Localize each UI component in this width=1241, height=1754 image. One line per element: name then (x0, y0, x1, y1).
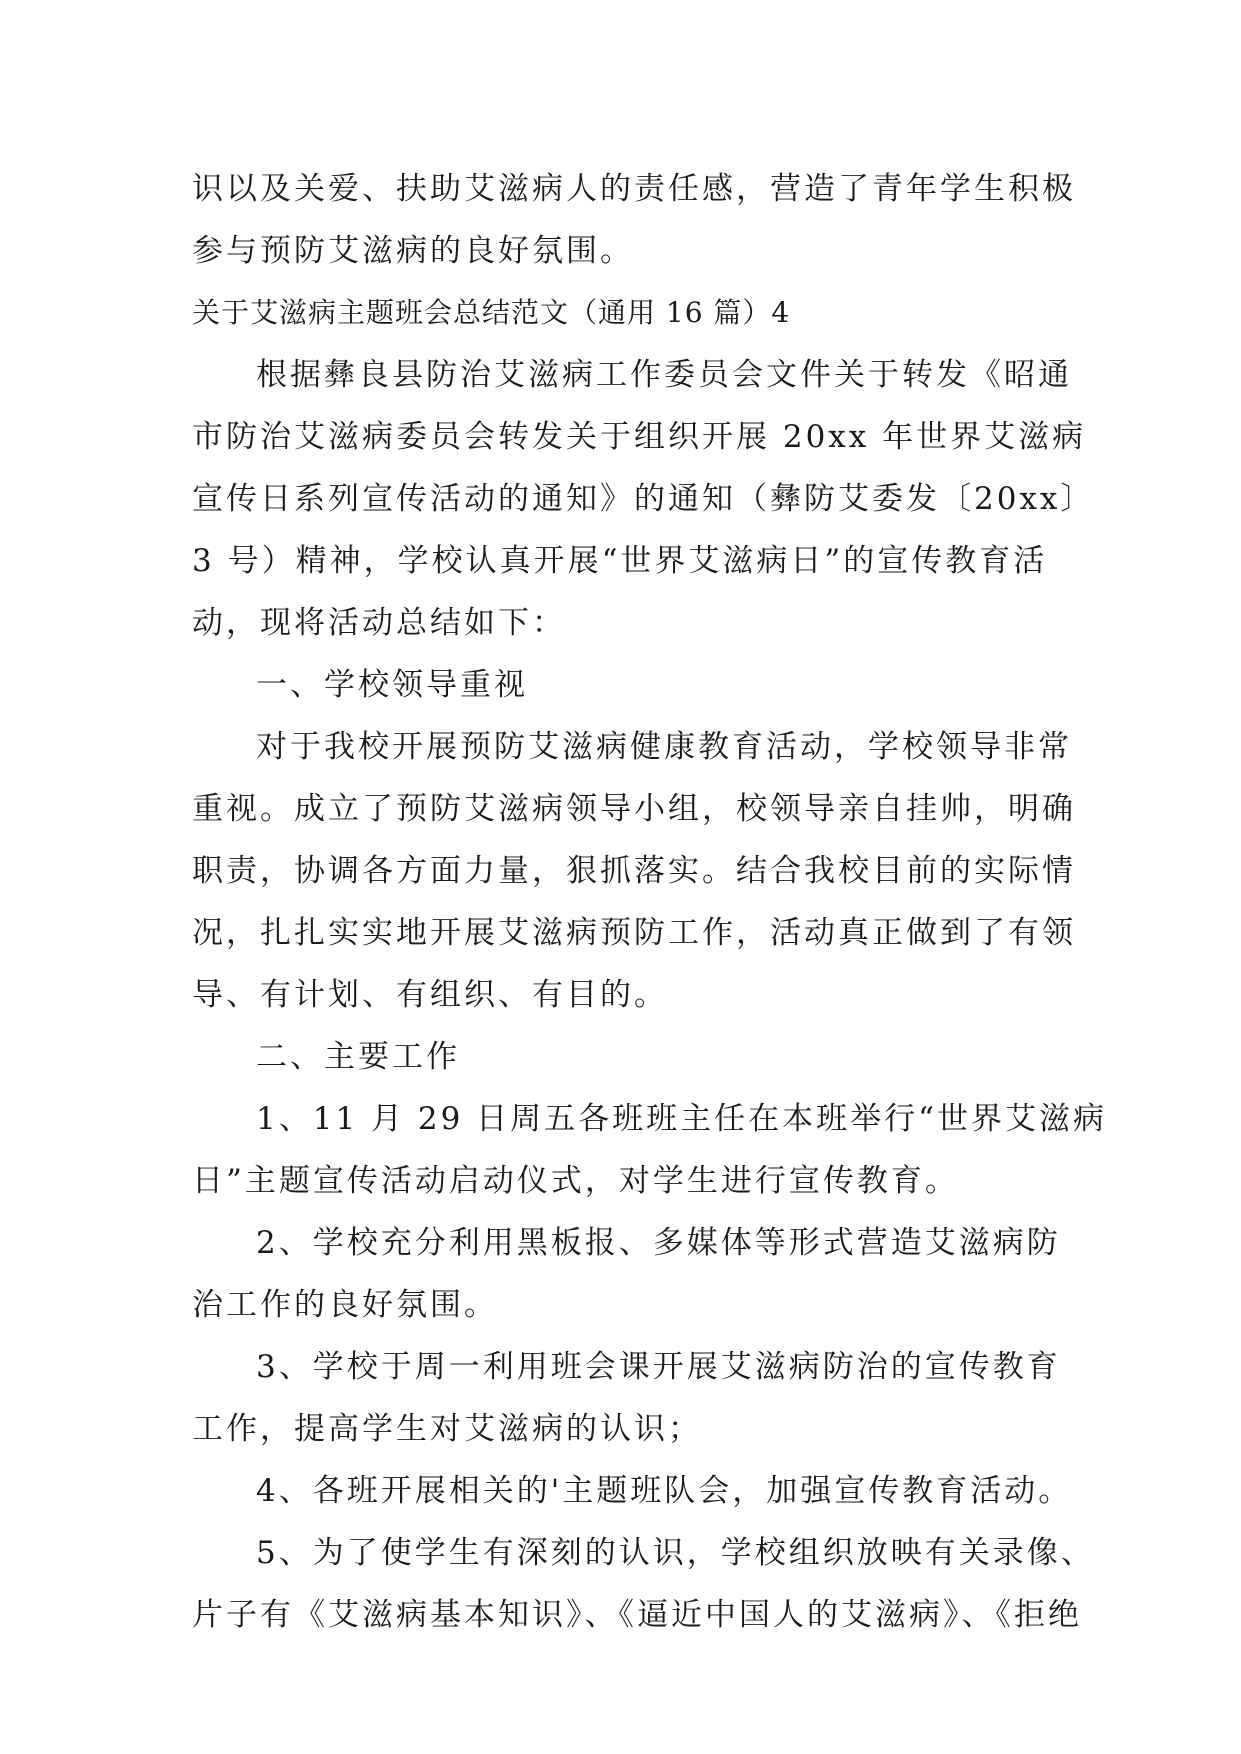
text-line: 治工作的良好氛围。 (192, 1287, 498, 1323)
text-line: 1、11 月 29 日周五各班班主任在本班举行“世界艾滋病 (256, 1101, 1108, 1137)
text-line: 3、学校于周一利用班会课开展艾滋病防治的宣传教育 (256, 1349, 1061, 1385)
text-line: 况，扎扎实实地开展艾滋病预防工作，活动真正做到了有领 (192, 915, 1076, 951)
text-line: 5、为了使学生有深刻的认识，学校组织放映有关录像、 (256, 1535, 1095, 1571)
text-line: 4、各班开展相关的'主题班队会，加强宣传教育活动。 (256, 1473, 1073, 1509)
section-heading: 一、学校领导重视 (256, 667, 528, 703)
section-heading: 二、主要工作 (256, 1039, 460, 1075)
text-line: 对于我校开展预防艾滋病健康教育活动，学校领导非常 (256, 729, 1072, 765)
document-body (192, 158, 1108, 1646)
text-line: 职责，协调各方面力量，狠抓落实。结合我校目前的实际情 (192, 853, 1076, 889)
text-line: 工作，提高学生对艾滋病的认识； (192, 1411, 702, 1447)
text-line: 3 号）精神，学校认真开展“世界艾滋病日”的宣传教育活 (192, 543, 1048, 579)
text-line: 宣传日系列宣传活动的通知》的通知（彝防艾委发〔20xx〕 (192, 481, 1095, 517)
text-line: 识以及关爱、扶助艾滋病人的责任感，营造了青年学生积极 (192, 171, 1076, 207)
text-line: 动，现将活动总结如下： (192, 605, 566, 641)
text-line: 参与预防艾滋病的良好氛围。 (192, 233, 634, 269)
text-line: 2、学校充分利用黑板报、多媒体等形式营造艾滋病防 (256, 1225, 1061, 1261)
text-line: 日”主题宣传活动启动仪式，对学生进行宣传教育。 (192, 1163, 959, 1199)
text-line: 片子有《艾滋病基本知识》、《逼近中国人的艾滋病》、《拒绝 (192, 1597, 1082, 1633)
article-heading: 关于艾滋病主题班会总结范文（通用 16 篇）4 (192, 296, 791, 329)
text-line: 市防治艾滋病委员会转发关于组织开展 20xx 年世界艾滋病 (192, 419, 1087, 455)
text-line: 导、有计划、有组织、有目的。 (192, 977, 668, 1013)
text-line: 重视。成立了预防艾滋病领导小组，校领导亲自挂帅，明确 (192, 791, 1076, 827)
text-line: 根据彝良县防治艾滋病工作委员会文件关于转发《昭通 (256, 357, 1072, 393)
